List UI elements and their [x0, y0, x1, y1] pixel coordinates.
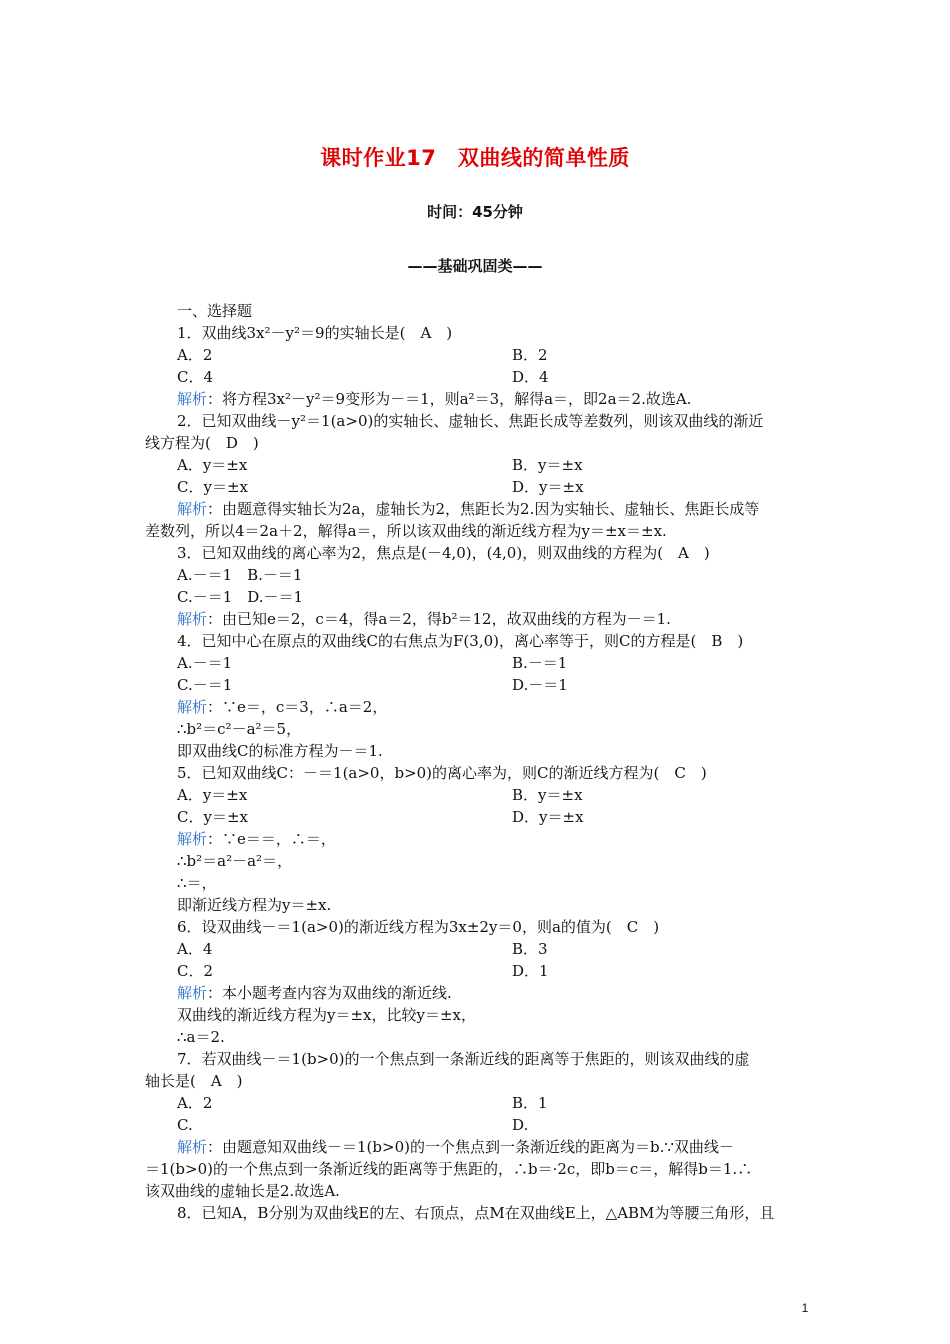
q1-analysis-text: ：将方程3x²－y²＝9变形为－＝1，则a²＝3，解得a＝，即2a＝2.故选A.	[207, 390, 692, 408]
q7-option-a: A．2	[177, 1094, 213, 1112]
analysis-label: 解析	[177, 390, 208, 408]
analysis-label: 解析	[177, 500, 208, 518]
q7-option-c: C.	[177, 1116, 193, 1134]
q2-options-ab	[145, 454, 810, 476]
q6-option-b: B．3	[512, 940, 548, 958]
q3-analysis	[145, 608, 810, 630]
q5-analysis-line2: ∴b²＝a²－a²＝，	[177, 852, 293, 870]
q3-analysis-text: ：由已知e＝2，c＝4，得a＝2，得b²＝12，故双曲线的方程为－＝1.	[207, 610, 671, 628]
q5-analysis	[145, 828, 810, 850]
q5-option-c: C．y＝±x	[177, 808, 248, 826]
q4-option-c: C.－＝1	[177, 676, 233, 694]
q4-analysis-line3: 即双曲线C的标准方程为－＝1.	[177, 742, 383, 760]
q1-option-c: C．4	[177, 368, 214, 386]
q4-option-b: B.－＝1	[512, 654, 568, 672]
q2-analysis	[145, 498, 810, 520]
q4-analysis-text: ：∵e＝，c＝3，∴a＝2，	[207, 698, 388, 716]
q1-option-b: B．2	[512, 346, 548, 364]
question-7: 7．若双曲线－＝1(b>0)的一个焦点到一条渐近线的距离等于焦距的，则该双曲线的虚	[177, 1050, 750, 1068]
q4-analysis-line2: ∴b²＝c²－a²＝5，	[177, 720, 302, 738]
q6-options-cd	[145, 960, 810, 982]
q5-option-a: A．y＝±x	[177, 786, 248, 804]
q6-analysis	[145, 982, 810, 1004]
q4-option-a: A.－＝1	[177, 654, 233, 672]
q4-option-d: D.－＝1	[512, 676, 568, 694]
q5-analysis-text: ：∵e＝＝，∴＝，	[207, 830, 336, 848]
page-title: 课时作业17 双曲线的简单性质	[320, 146, 630, 170]
question-6: 6．设双曲线－＝1(a>0)的渐近线方程为3x±2y＝0，则a的值为( C )	[177, 918, 660, 936]
analysis-label: 解析	[177, 698, 208, 716]
analysis-label: 解析	[177, 984, 208, 1002]
q2-option-a: A．y＝±x	[177, 456, 248, 474]
q1-option-a: A．2	[177, 346, 213, 364]
q5-analysis-line4: 即渐近线方程为y＝±x.	[177, 896, 332, 914]
page-number: 1	[801, 1301, 809, 1315]
analysis-label: 解析	[177, 830, 208, 848]
q2-option-c: C．y＝±x	[177, 478, 248, 496]
q1-options-cd	[145, 366, 810, 388]
q6-analysis-line2: 双曲线的渐近线方程为y＝±x，比较y＝±x，	[177, 1006, 477, 1024]
q2-option-d: D．y＝±x	[512, 478, 584, 496]
q6-option-a: A．4	[177, 940, 213, 958]
question-2: 2．已知双曲线－y²＝1(a>0)的实轴长、虚轴长、焦距长成等差数列，则该双曲线的渐近	[177, 412, 764, 430]
analysis-label: 解析	[177, 610, 208, 628]
question-8: 8．已知A，B分别为双曲线E的左、右顶点，点M在双曲线E上，△ABM为等腰三角形，且	[177, 1204, 775, 1222]
q7-analysis	[145, 1136, 810, 1158]
q5-option-b: B．y＝±x	[512, 786, 583, 804]
q2-analysis-text: ：由题意得实轴长为2a，虚轴长为2，焦距长为2.因为实轴长、虚轴长、焦距长成等	[207, 500, 760, 518]
q7-analysis-text: ：由题意知双曲线－＝1(b>0)的一个焦点到一条渐近线的距离为＝b.∵双曲线－	[207, 1138, 734, 1156]
question-2-cont: 线方程为( D )	[145, 434, 259, 452]
q6-analysis-line3: ∴a＝2.	[177, 1028, 225, 1046]
q3-options-cd: C.－＝1 D.－＝1	[177, 588, 304, 606]
q2-options-cd	[145, 476, 810, 498]
q7-analysis-line3: 该双曲线的虚轴长是2.故选A.	[145, 1182, 340, 1200]
q7-option-b: B．1	[512, 1094, 548, 1112]
section-heading: ——基础巩固类——	[407, 257, 543, 275]
q7-analysis-line2: ＝1(b>0)的一个焦点到一条渐近线的距离等于焦距的，∴b＝·2c，即b＝c＝，解得b＝1.∴	[145, 1160, 753, 1178]
q6-option-d: D．1	[512, 962, 549, 980]
question-7-cont: 轴长是( A )	[145, 1072, 243, 1090]
q5-option-d: D．y＝±x	[512, 808, 584, 826]
q2-option-b: B．y＝±x	[512, 456, 583, 474]
q4-options-ab	[145, 652, 810, 674]
part-heading: 一、选择题	[177, 302, 253, 320]
q2-analysis-cont: 差数列，所以4＝2a＋2，解得a＝，所以该双曲线的渐近线方程为y＝±x＝±x.	[145, 522, 667, 540]
q3-options-ab: A.－＝1 B.－＝1	[177, 566, 303, 584]
q7-options-ab	[145, 1092, 810, 1114]
q4-options-cd	[145, 674, 810, 696]
q7-options-cd	[145, 1114, 810, 1136]
question-5: 5．已知双曲线C：－＝1(a>0，b>0)的离心率为，则C的渐近线方程为( C )	[177, 764, 707, 782]
q7-option-d: D.	[512, 1116, 529, 1134]
q6-analysis-text: ：本小题考查内容为双曲线的渐近线.	[207, 984, 452, 1002]
q6-options-ab	[145, 938, 810, 960]
analysis-label: 解析	[177, 1138, 208, 1156]
q5-analysis-line3: ∴＝，	[177, 874, 217, 892]
question-list	[145, 300, 810, 1224]
time-limit: 时间：45分钟	[427, 203, 523, 221]
q5-options-ab	[145, 784, 810, 806]
q1-option-d: D．4	[512, 368, 549, 386]
q1-options-ab	[145, 344, 810, 366]
question-4: 4．已知中心在原点的双曲线C的右焦点为F(3,0)，离心率等于，则C的方程是( B )	[177, 632, 744, 650]
question-1: 1．双曲线3x²－y²＝9的实轴长是( A )	[177, 324, 453, 342]
q1-analysis	[145, 388, 810, 410]
q5-options-cd	[145, 806, 810, 828]
question-3: 3．已知双曲线的离心率为2，焦点是(－4,0)，(4,0)，则双曲线的方程为( A )	[177, 544, 710, 562]
q4-analysis	[145, 696, 810, 718]
q6-option-c: C．2	[177, 962, 214, 980]
